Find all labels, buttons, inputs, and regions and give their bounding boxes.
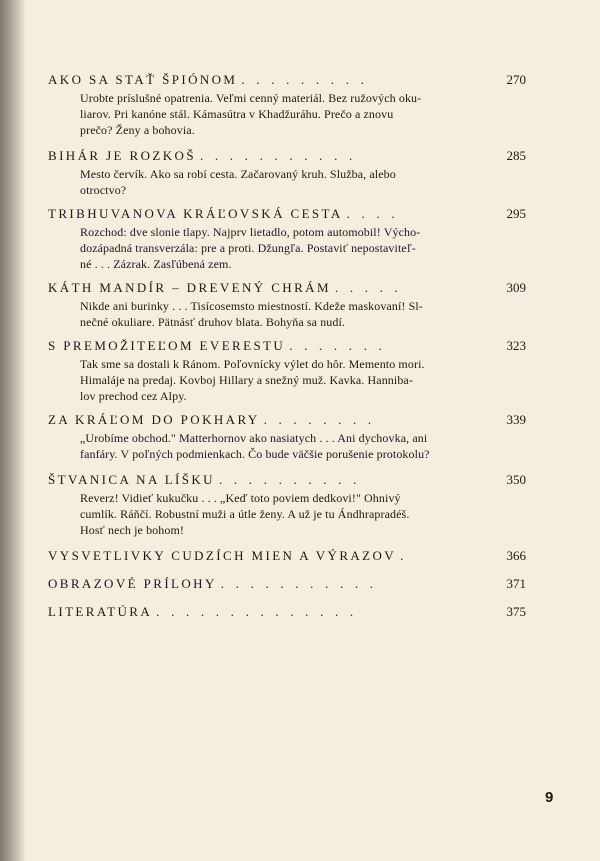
toc-title: OBRAZOVÉ PRÍLOHY: [48, 576, 217, 591]
toc-title: S PREMOŽITEĽOM EVERESTU: [48, 338, 286, 353]
toc-page-number: 285: [506, 148, 526, 163]
toc-description-line: fanfáry. V poľných podmienkach. Čo bude väčšie porušenie protokolu?: [80, 447, 430, 461]
toc-page-number: 339: [506, 412, 526, 427]
toc-page-number: 270: [506, 72, 526, 87]
toc-heading-row[interactable]: [48, 548, 526, 564]
toc-description: [80, 224, 526, 272]
toc-entry: [48, 148, 526, 198]
toc-heading-row[interactable]: [48, 280, 526, 296]
toc-description: [80, 166, 526, 198]
toc-description-line: nečné okuliare. Pätnásť druhov blata. Bohyňa sa nudí.: [80, 315, 346, 329]
toc-leader-dots: . . . . . . . . .: [241, 72, 369, 87]
toc-description-line: Urobte príslušné opatrenia. Veľmi cenný materiál. Bez ružových oku-: [80, 91, 422, 105]
toc-leader-dots: . . . . . . . .: [263, 412, 376, 427]
toc-page-number: 323: [506, 338, 526, 353]
toc-description: [80, 90, 526, 138]
toc-entry: [48, 280, 526, 330]
toc-page-number: 366: [506, 548, 526, 563]
toc-title: TRIBHUVANOVA KRÁĽOVSKÁ CESTA: [48, 206, 343, 221]
toc-title: ŠTVANICA NA LÍŠKU: [48, 472, 215, 487]
toc-description-line: liarov. Pri kanóne stál. Kámasútra v Khadžuráhu. Prečo a znovu: [80, 107, 394, 121]
toc-description-line: Rozchod: dve slonie tlapy. Najprv lietadlo, potom automobil! Výcho-: [80, 225, 421, 239]
toc-heading-row[interactable]: [48, 472, 526, 488]
page-folio-number: 9: [545, 789, 554, 806]
toc-heading-row[interactable]: [48, 206, 526, 222]
toc-description-line: dozápadná transverzála: pre a proti. Džungľa. Postaviť nepostaviteľ-: [80, 241, 416, 255]
toc-leader-dots: .: [400, 548, 408, 563]
toc-entry: [48, 548, 526, 564]
toc-entry: [48, 412, 526, 462]
toc-entry: [48, 72, 526, 138]
toc-description: [80, 356, 526, 404]
toc-heading-row[interactable]: [48, 148, 526, 164]
toc-description: [80, 430, 526, 462]
toc-heading-row[interactable]: [48, 338, 526, 354]
toc-description-line: Tak sme sa dostali k Ránom. Poľovnícky výlet do hôr. Memento mori.: [80, 357, 425, 371]
toc-page-number: 375: [506, 604, 526, 619]
toc-page-number: 371: [506, 576, 526, 591]
toc-heading-row[interactable]: [48, 576, 526, 592]
toc-description-line: „Urobíme obchod." Matterhornov ako nasiatych . . . Ani dychovka, ani: [80, 431, 428, 445]
toc-entry: [48, 472, 526, 538]
toc-description-line: né . . . Zázrak. Zasľúbená zem.: [80, 257, 232, 271]
toc-title: VYSVETLIVKY CUDZÍCH MIEN A VÝRAZOV: [48, 548, 397, 563]
toc-title: ZA KRÁĽOM DO POKHARY: [48, 412, 260, 427]
toc-page-number: 350: [506, 472, 526, 487]
toc-description-line: Mesto červík. Ako sa robí cesta. Začarovaný kruh. Služba, alebo: [80, 167, 396, 181]
toc-title: KÁTH MANDÍR – DREVENÝ CHRÁM: [48, 280, 331, 295]
toc-description-line: otroctvo?: [80, 183, 127, 197]
toc-heading-row[interactable]: [48, 604, 526, 620]
toc-description-line: lov prechod cez Alpy.: [80, 389, 187, 403]
toc-page-number: 295: [506, 206, 526, 221]
toc-heading-row[interactable]: [48, 72, 526, 88]
toc-heading-row[interactable]: [48, 412, 526, 428]
toc-description-line: prečo? Ženy a bohovia.: [80, 123, 195, 137]
toc-description-line: Himaláje na predaj. Kovboj Hillary a snežný muž. Kavka. Hanniba-: [80, 373, 413, 387]
toc-description-line: cumlík. Ráňčí. Robustní muži a útle ženy. A už je tu Ándhrapradéš.: [80, 507, 410, 521]
toc-description: [80, 298, 526, 330]
toc-leader-dots: . . . . . . . . . . .: [220, 576, 378, 591]
toc-description: [80, 490, 526, 538]
toc-title: BIHÁR JE ROZKOŠ: [48, 148, 196, 163]
toc-description-line: Hosť nech je bohom!: [80, 523, 185, 537]
toc-title: LITERATÚRA: [48, 604, 153, 619]
toc-entry: [48, 338, 526, 404]
toc-entry: [48, 604, 526, 620]
toc-description-line: Nikde ani burinky . . . Tisícosemsto miestností. Kdeže maskovaní! Sl-: [80, 299, 423, 313]
toc-leader-dots: . . . . . . . . . . .: [199, 148, 357, 163]
toc-leader-dots: . . . .: [346, 206, 399, 221]
toc-entry: [48, 576, 526, 592]
toc-leader-dots: . . . . . . . . . .: [218, 472, 361, 487]
toc-page-number: 309: [506, 280, 526, 295]
toc-leader-dots: . . . . . . .: [289, 338, 387, 353]
toc-title: AKO SA STAŤ ŠPIÓNOM: [48, 72, 238, 87]
toc-entry: [48, 206, 526, 272]
toc-description-line: Reverz! Vidieť kukučku . . . „Keď toto poviem dedkovi!" Ohnivý: [80, 491, 401, 505]
toc-leader-dots: . . . . . . . . . . . . . .: [156, 604, 358, 619]
toc-leader-dots: . . . . .: [334, 280, 402, 295]
